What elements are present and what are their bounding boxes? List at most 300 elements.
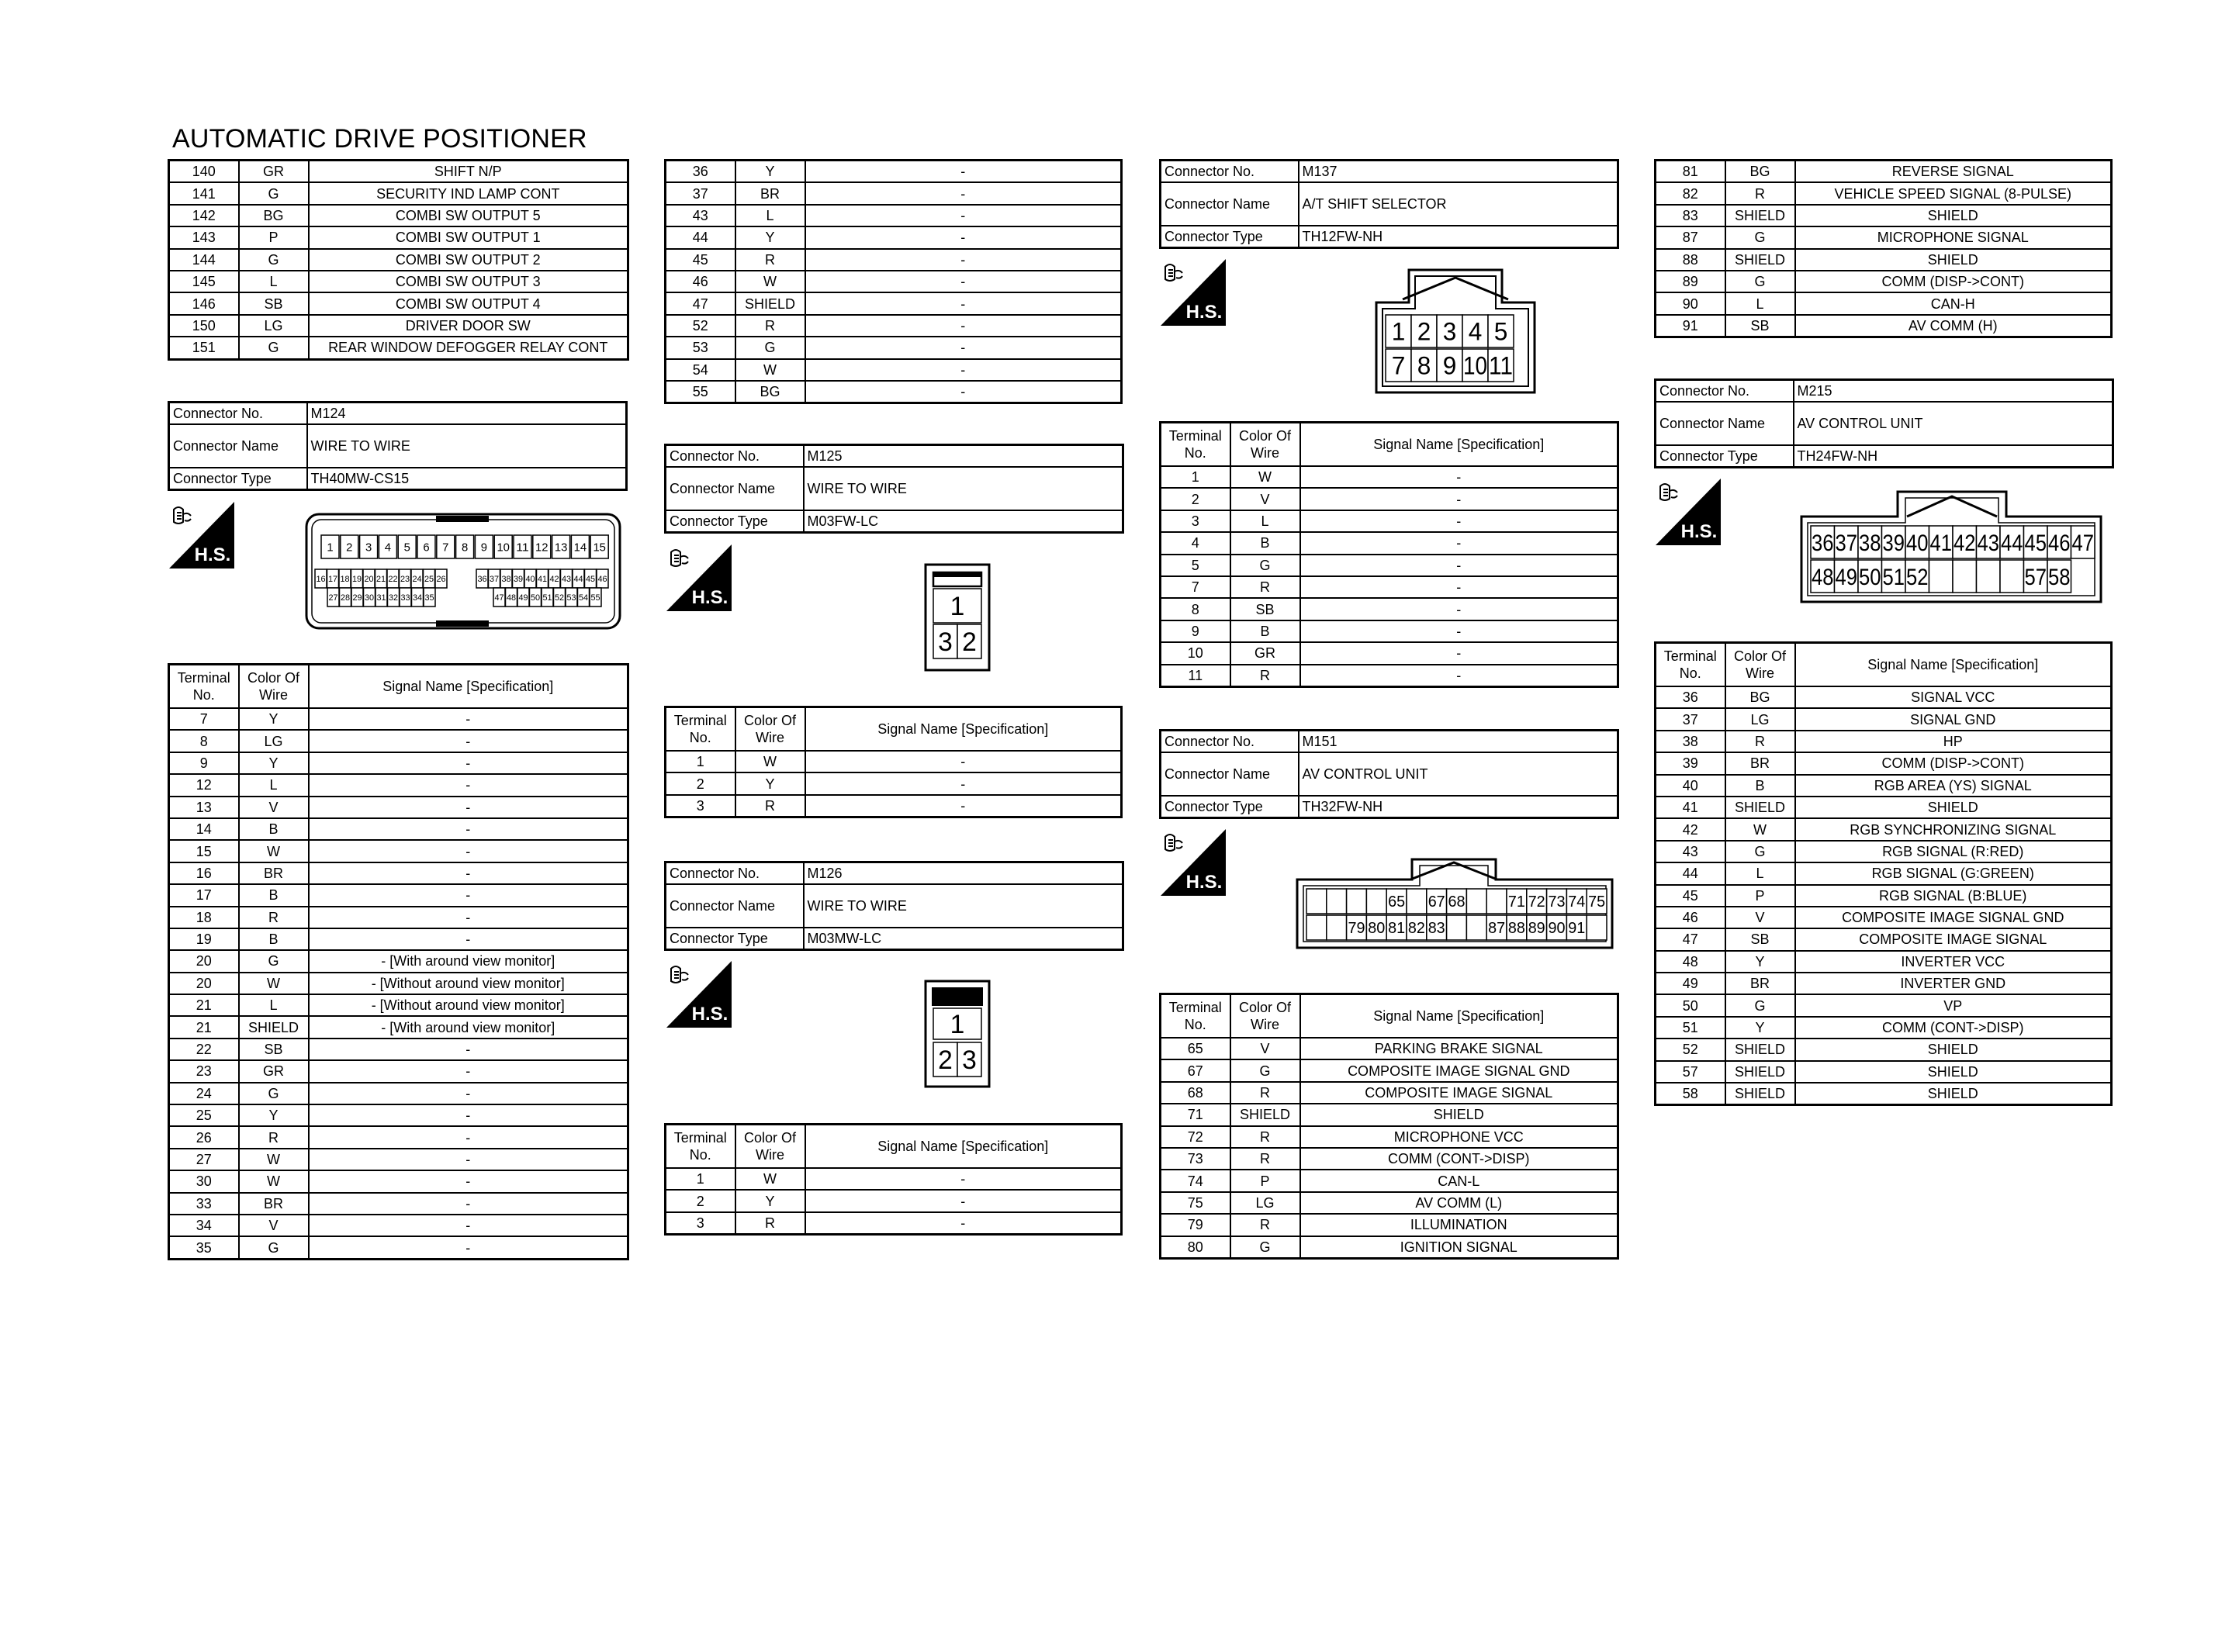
terminal-no: 30 [169, 1170, 239, 1192]
table-row [169, 292, 628, 314]
connector-info-m126 [664, 861, 1120, 951]
table-row [1161, 1148, 1618, 1170]
signal-name: COMM (CONT->DISP) [1300, 1148, 1618, 1170]
svg-text:6: 6 [423, 541, 430, 555]
svg-text:75: 75 [1588, 893, 1606, 911]
svg-text:44: 44 [573, 574, 583, 584]
svg-text:58: 58 [2048, 564, 2071, 590]
signal-name: - [309, 752, 628, 774]
wire-color: P [239, 226, 309, 248]
table-row [169, 337, 628, 359]
header-wire-color: Color Of Wire [1230, 994, 1300, 1039]
pin-cell [1547, 915, 1567, 940]
svg-text:40: 40 [1906, 530, 1929, 556]
pin-cell [1882, 560, 1906, 593]
table-row [169, 1126, 628, 1148]
signal-name: - [805, 1168, 1122, 1190]
terminal-no: 58 [1656, 1083, 1725, 1105]
svg-text:24: 24 [412, 574, 422, 584]
svg-text:35: 35 [424, 593, 434, 603]
terminal-no: 91 [1656, 315, 1725, 337]
signal-name: - [805, 182, 1122, 204]
terminal-no: 12 [169, 774, 239, 796]
svg-text:54: 54 [578, 593, 589, 603]
svg-text:40: 40 [525, 574, 535, 584]
terminal-table-col1-bottom [168, 663, 627, 1260]
terminal-table-m125 [664, 706, 1120, 818]
table-row [1656, 292, 2112, 314]
svg-text:43: 43 [1977, 530, 1999, 556]
connector-no-label: Connector No. [1656, 380, 1794, 403]
header-signal-name: Signal Name [Specification] [1795, 643, 2112, 687]
signal-name: SHIELD [1795, 1061, 2112, 1083]
terminal-table-m151 [1159, 993, 1617, 1260]
terminal-no: 81 [1656, 161, 1725, 183]
terminal-no: 20 [169, 950, 239, 972]
signal-name: IGNITION SIGNAL [1300, 1236, 1618, 1259]
pin-cell [2071, 526, 2095, 558]
signal-name: - [805, 292, 1122, 314]
wire-color: L [239, 774, 309, 796]
svg-text:12: 12 [535, 541, 549, 555]
svg-text:4: 4 [384, 541, 392, 555]
pin-cell [554, 588, 566, 607]
table-row [169, 249, 628, 271]
svg-text:50: 50 [1859, 564, 1881, 590]
svg-text:37: 37 [489, 574, 500, 584]
wire-color: LG [1725, 708, 1795, 730]
wire-color: R [1725, 182, 1795, 204]
connector-name-value: WIRE TO WIRE [804, 467, 1123, 510]
pin-cell [424, 588, 435, 607]
pin-cell [1411, 349, 1437, 382]
pin-cell [513, 569, 524, 588]
connector-name-label: Connector Name [1656, 402, 1794, 445]
svg-text:41: 41 [537, 574, 548, 584]
signal-name: VEHICLE SPEED SIGNAL (8-PULSE) [1795, 182, 2112, 204]
svg-text:8: 8 [1417, 351, 1431, 380]
pin-cell [437, 535, 455, 558]
pin-cell [2024, 560, 2048, 593]
pin-cell [493, 588, 505, 607]
table-row [169, 315, 628, 337]
pin-cell [327, 588, 339, 607]
terminal-no: 80 [1161, 1236, 1230, 1259]
table-row [1656, 885, 2112, 907]
terminal-no: 10 [1161, 642, 1230, 664]
svg-text:33: 33 [400, 593, 410, 603]
svg-text:32: 32 [388, 593, 399, 603]
terminal-no: 4 [1161, 532, 1230, 554]
pin-cell [1386, 349, 1411, 382]
signal-name: - [805, 271, 1122, 292]
wire-color: Y [735, 772, 805, 794]
terminal-no: 142 [169, 205, 239, 226]
terminal-no: 7 [169, 708, 239, 730]
pin-cell [360, 535, 378, 558]
wire-color: W [1725, 818, 1795, 840]
table-row [1161, 532, 1618, 554]
svg-text:51: 51 [1882, 564, 1905, 590]
terminal-no: 89 [1656, 271, 1725, 292]
pin-cell [1306, 915, 1327, 940]
svg-text:42: 42 [1954, 530, 1976, 556]
wire-color: R [239, 907, 309, 928]
pin-cell [1486, 915, 1507, 940]
svg-text:52: 52 [554, 593, 565, 603]
svg-text:3: 3 [962, 1045, 977, 1076]
signal-name: SHIELD [1795, 1039, 2112, 1060]
signal-name: SHIFT N/P [309, 161, 628, 183]
table-row [1656, 161, 2112, 183]
signal-name: SHIELD [1795, 1083, 2112, 1105]
svg-text:50: 50 [530, 593, 541, 603]
pin-cell [933, 1008, 981, 1039]
table-row [1656, 951, 2112, 973]
pin-cell [363, 569, 375, 588]
signal-name: INVERTER GND [1795, 973, 2112, 994]
wire-color: B [239, 818, 309, 840]
table-row [169, 973, 628, 994]
wire-color: BR [239, 862, 309, 884]
table-row [666, 359, 1122, 381]
terminal-no: 141 [169, 182, 239, 204]
wire-color: SB [239, 292, 309, 314]
pin-cell [542, 588, 553, 607]
svg-text:1: 1 [950, 592, 965, 622]
harness-side-label: H.S. [691, 1004, 728, 1025]
terminal-no: 44 [666, 226, 735, 248]
terminal-table-col2-top [664, 159, 1120, 404]
header-wire-color: Color Of Wire [735, 707, 805, 752]
svg-text:67: 67 [1427, 893, 1445, 911]
pin-cell [1882, 526, 1906, 558]
pin-cell [411, 569, 423, 588]
svg-text:91: 91 [1568, 920, 1586, 938]
connector-no-value: M124 [307, 403, 627, 425]
svg-text:39: 39 [1882, 530, 1905, 556]
pin-cell [1527, 889, 1547, 914]
terminal-no: 11 [1161, 665, 1230, 687]
terminal-no: 33 [169, 1193, 239, 1215]
pin-cell [1427, 889, 1447, 914]
wire-color: GR [1230, 642, 1300, 664]
table-row [169, 271, 628, 292]
signal-name: COMM (CONT->DISP) [1795, 1017, 2112, 1039]
connector-diagram-m125 [923, 562, 993, 676]
svg-text:80: 80 [1368, 920, 1386, 938]
terminal-no: 47 [1656, 928, 1725, 950]
terminal-no: 72 [1161, 1126, 1230, 1148]
terminal-no: 143 [169, 226, 239, 248]
pin-cell [1411, 315, 1437, 347]
pin-cell [1327, 889, 1347, 914]
svg-text:83: 83 [1427, 920, 1445, 938]
table-row [666, 337, 1122, 358]
table-row [169, 1060, 628, 1082]
terminal-no: 23 [169, 1060, 239, 1082]
signal-name: - [1300, 642, 1618, 664]
pin-cell [1929, 526, 1954, 558]
signal-name: SIGNAL GND [1795, 708, 2112, 730]
wire-color: L [735, 205, 805, 226]
pin-cell [1466, 889, 1486, 914]
signal-name: MICROPHONE SIGNAL [1795, 226, 2112, 248]
table-row [1161, 1082, 1618, 1104]
signal-name: - [309, 928, 628, 950]
pin-cell [1587, 915, 1607, 940]
svg-text:45: 45 [585, 574, 596, 584]
terminal-no: 40 [1656, 775, 1725, 797]
terminal-no: 65 [1161, 1038, 1230, 1059]
table-row [169, 182, 628, 204]
wire-color: P [1725, 885, 1795, 907]
table-row [1656, 315, 2112, 337]
connector-type-value: TH32FW-NH [1299, 796, 1618, 818]
terminal-no: 21 [169, 1016, 239, 1038]
wire-color: R [1230, 1214, 1300, 1236]
svg-text:21: 21 [375, 574, 386, 584]
table-row [169, 1016, 628, 1038]
svg-text:9: 9 [480, 541, 488, 555]
terminal-no: 55 [666, 381, 735, 403]
header-terminal-no: Terminal No. [1656, 643, 1725, 687]
terminal-no: 19 [169, 928, 239, 950]
wire-color: W [239, 1170, 309, 1192]
svg-text:27: 27 [328, 593, 338, 603]
svg-text:29: 29 [352, 593, 362, 603]
terminal-no: 90 [1656, 292, 1725, 314]
terminal-no: 150 [169, 315, 239, 337]
terminal-no: 43 [666, 205, 735, 226]
connector-type-value: M03MW-LC [804, 928, 1123, 950]
pin-cell [1953, 560, 1977, 593]
wire-color: V [239, 797, 309, 818]
header-terminal-no: Terminal No. [1161, 423, 1230, 467]
svg-text:11: 11 [1489, 351, 1513, 380]
wire-color: SHIELD [239, 1016, 309, 1038]
harness-side-label: H.S. [1185, 872, 1223, 893]
svg-text:17: 17 [327, 574, 338, 584]
table-row [169, 818, 628, 840]
signal-name: AV COMM (L) [1300, 1192, 1618, 1214]
connector-name-label: Connector Name [666, 467, 804, 510]
pin-cell [1386, 315, 1411, 347]
signal-name: - [309, 1104, 628, 1126]
svg-text:1: 1 [327, 541, 334, 555]
wire-color: G [1725, 841, 1795, 862]
svg-text:57: 57 [2024, 564, 2047, 590]
terminal-no: 68 [1161, 1082, 1230, 1104]
signal-name: - [309, 730, 628, 752]
table-row [666, 772, 1122, 794]
signal-name: COMM (DISP->CONT) [1795, 752, 2112, 774]
connector-no-value: M137 [1299, 161, 1618, 183]
svg-text:71: 71 [1507, 893, 1525, 911]
table-row [1161, 1126, 1618, 1148]
terminal-no: 37 [666, 182, 735, 204]
wire-color: G [239, 950, 309, 972]
terminal-no: 1 [666, 1168, 735, 1190]
pin-cell [2000, 526, 2024, 558]
svg-text:88: 88 [1507, 920, 1525, 938]
table-row [1656, 994, 2112, 1016]
connector-type-label: Connector Type [1161, 226, 1299, 248]
terminal-no: 8 [1161, 598, 1230, 620]
table-row [666, 1190, 1122, 1211]
signal-name: - [Without around view monitor] [309, 973, 628, 994]
table-row [1161, 1104, 1618, 1125]
connector-info-m124 [168, 401, 627, 491]
table-row [666, 292, 1122, 314]
pin-cell [1462, 315, 1488, 347]
table-row [169, 1236, 628, 1259]
table-row [169, 928, 628, 950]
pin-cell [1488, 349, 1514, 382]
wire-color: B [1230, 620, 1300, 642]
svg-text:36: 36 [477, 574, 487, 584]
wire-color: L [1725, 862, 1795, 884]
signal-name: - [309, 1170, 628, 1192]
wire-color: Y [735, 161, 805, 183]
header-terminal-no: Terminal No. [1161, 994, 1230, 1039]
signal-name: COMBI SW OUTPUT 1 [309, 226, 628, 248]
signal-name: - [309, 818, 628, 840]
svg-text:73: 73 [1548, 893, 1566, 911]
connector-diagram-m137 [1370, 267, 1541, 399]
table-row [169, 907, 628, 928]
signal-name: - [805, 337, 1122, 358]
pin-cell [327, 569, 339, 588]
connector-type-label: Connector Type [169, 468, 307, 490]
signal-name: - [805, 315, 1122, 337]
pin-cell [417, 535, 435, 558]
signal-name: SECURITY IND LAMP CONT [309, 182, 628, 204]
pin-cell [1977, 560, 2001, 593]
svg-text:3: 3 [365, 541, 372, 555]
wire-color: R [239, 1126, 309, 1148]
table-row [169, 797, 628, 818]
terminal-no: 88 [1656, 249, 1725, 271]
table-row [169, 1149, 628, 1170]
table-row [1656, 752, 2112, 774]
terminal-no: 9 [169, 752, 239, 774]
terminal-no: 2 [666, 772, 735, 794]
pin-cell [1566, 915, 1587, 940]
header-signal-name: Signal Name [Specification] [805, 1125, 1122, 1169]
signal-name: - [805, 249, 1122, 271]
header-terminal-no: Terminal No. [666, 1125, 735, 1169]
signal-name: CAN-L [1300, 1170, 1618, 1191]
wire-color: Y [735, 226, 805, 248]
svg-text:42: 42 [549, 574, 559, 584]
signal-name: - [1300, 466, 1618, 488]
table-row [1656, 205, 2112, 226]
table-row [169, 884, 628, 906]
terminal-no: 52 [666, 315, 735, 337]
terminal-no: 39 [1656, 752, 1725, 774]
wire-color: V [1725, 907, 1795, 928]
header-terminal-no: Terminal No. [169, 665, 239, 709]
connector-info-m151 [1159, 729, 1617, 819]
svg-text:37: 37 [1835, 530, 1857, 556]
svg-text:11: 11 [516, 541, 529, 555]
signal-name: SHIELD [1795, 205, 2112, 226]
pin-cell [1547, 889, 1567, 914]
signal-name: HP [1795, 731, 2112, 752]
table-row [169, 205, 628, 226]
svg-text:16: 16 [316, 574, 326, 584]
svg-text:10: 10 [497, 541, 510, 555]
pin-cell [2024, 526, 2048, 558]
connector-type-label: Connector Type [666, 928, 804, 950]
svg-text:2: 2 [938, 1045, 953, 1076]
svg-text:26: 26 [436, 574, 446, 584]
table-row [169, 730, 628, 752]
table-row [1161, 488, 1618, 510]
wire-color: LG [1230, 1192, 1300, 1214]
terminal-table-col4-top [1654, 159, 2110, 338]
svg-text:48: 48 [506, 593, 517, 603]
pin-cell [1347, 915, 1367, 940]
pin-cell [400, 588, 411, 607]
pin-cell [339, 569, 351, 588]
svg-text:79: 79 [1348, 920, 1365, 938]
wire-color: SHIELD [1725, 249, 1795, 271]
table-row [1656, 841, 2112, 862]
pin-cell [1466, 915, 1486, 940]
signal-name: - [309, 1236, 628, 1259]
terminal-no: 25 [169, 1104, 239, 1126]
pin-cell [494, 535, 512, 558]
terminal-no: 36 [1656, 686, 1725, 708]
pin-cell [379, 535, 396, 558]
harness-side-icon [1159, 828, 1227, 897]
terminal-no: 45 [666, 249, 735, 271]
harness-side-label: H.S. [691, 587, 728, 608]
signal-name: - [309, 907, 628, 928]
connector-type-label: Connector Type [1161, 796, 1299, 818]
wire-color: LG [239, 315, 309, 337]
wire-color: G [239, 337, 309, 359]
table-row [666, 1212, 1122, 1235]
svg-text:19: 19 [351, 574, 362, 584]
terminal-no: 144 [169, 249, 239, 271]
terminal-no: 50 [1656, 994, 1725, 1016]
connector-no-label: Connector No. [666, 445, 804, 468]
table-row [1161, 620, 1618, 642]
table-row [169, 994, 628, 1016]
harness-side-label: H.S. [194, 544, 231, 565]
terminal-no: 45 [1656, 885, 1725, 907]
wire-color: R [1230, 665, 1300, 687]
svg-text:49: 49 [1835, 564, 1857, 590]
svg-text:3: 3 [938, 627, 953, 658]
pin-cell [1407, 889, 1427, 914]
pin-cell [1811, 526, 1835, 558]
pin-cell [2000, 560, 2024, 593]
pin-cell [537, 569, 549, 588]
terminal-no: 73 [1161, 1148, 1230, 1170]
svg-text:22: 22 [388, 574, 398, 584]
signal-name: CAN-H [1795, 292, 2112, 314]
signal-name: COMBI SW OUTPUT 5 [309, 205, 628, 226]
svg-text:41: 41 [1929, 530, 1952, 556]
svg-text:23: 23 [400, 574, 410, 584]
pin-cell [341, 535, 358, 558]
terminal-no: 74 [1161, 1170, 1230, 1191]
pin-cell [578, 588, 590, 607]
